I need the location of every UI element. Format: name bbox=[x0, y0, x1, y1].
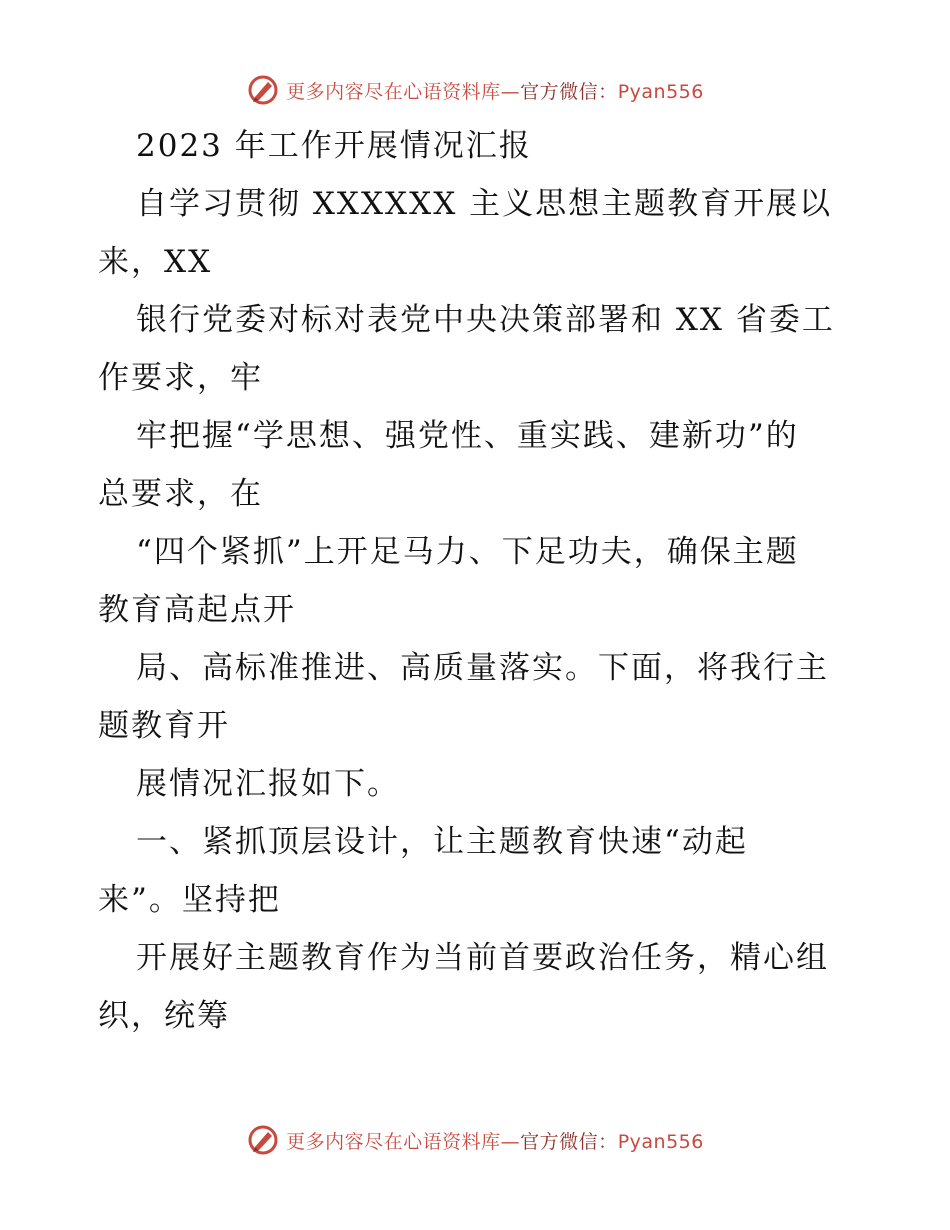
paragraph-line: 展情况汇报如下。 bbox=[136, 766, 400, 802]
document-body bbox=[98, 120, 858, 1048]
paragraph-line: 作要求，牢 bbox=[98, 360, 263, 396]
paragraph-line: 来”。坚持把 bbox=[98, 882, 281, 918]
pen-circle-icon bbox=[246, 73, 280, 107]
watermark-header bbox=[0, 70, 950, 110]
watermark-text bbox=[286, 77, 704, 104]
paragraph-line: 总要求，在 bbox=[98, 476, 263, 512]
watermark-site: 更多内容尽在心语资料库 bbox=[286, 1130, 501, 1153]
watermark-text bbox=[286, 1127, 704, 1154]
paragraph-line: 局、高标准推进、高质量落实。下面，将我行主 bbox=[136, 650, 829, 686]
paragraph-line: 题教育开 bbox=[98, 708, 230, 744]
paragraph-line: 织，统筹 bbox=[98, 998, 230, 1034]
paragraph-line: 银行党委对标对表党中央决策部署和 XX 省委工 bbox=[136, 302, 835, 338]
watermark-separator bbox=[501, 81, 521, 103]
watermark-site: 更多内容尽在心语资料库 bbox=[286, 80, 501, 103]
watermark-contact-id: Pyan556 bbox=[617, 1130, 704, 1153]
paragraph-line: “四个紧抓”上开足马力、下足功夫，确保主题 bbox=[136, 534, 799, 570]
watermark-separator bbox=[501, 1131, 521, 1153]
paragraph-line: 开展好主题教育作为当前首要政治任务，精心组 bbox=[136, 940, 829, 976]
paragraph-line: 牢把握“学思想、强党性、重实践、建新功”的 bbox=[136, 418, 799, 454]
watermark-contact-label: 官方微信： bbox=[520, 1130, 618, 1153]
watermark-footer bbox=[0, 1120, 950, 1160]
watermark-contact-label: 官方微信： bbox=[520, 80, 618, 103]
pen-circle-icon bbox=[246, 1123, 280, 1157]
paragraph-line: 教育高起点开 bbox=[98, 592, 296, 628]
paragraph-line: 自学习贯彻 XXXXXX 主义思想主题教育开展以 bbox=[136, 186, 833, 222]
section-heading-line: 一、紧抓顶层设计，让主题教育快速“动起 bbox=[136, 824, 748, 860]
document-title: 2023 年工作开展情况汇报 bbox=[136, 128, 532, 164]
watermark-contact-id: Pyan556 bbox=[617, 80, 704, 103]
paragraph-line: 来，XX bbox=[98, 244, 213, 280]
